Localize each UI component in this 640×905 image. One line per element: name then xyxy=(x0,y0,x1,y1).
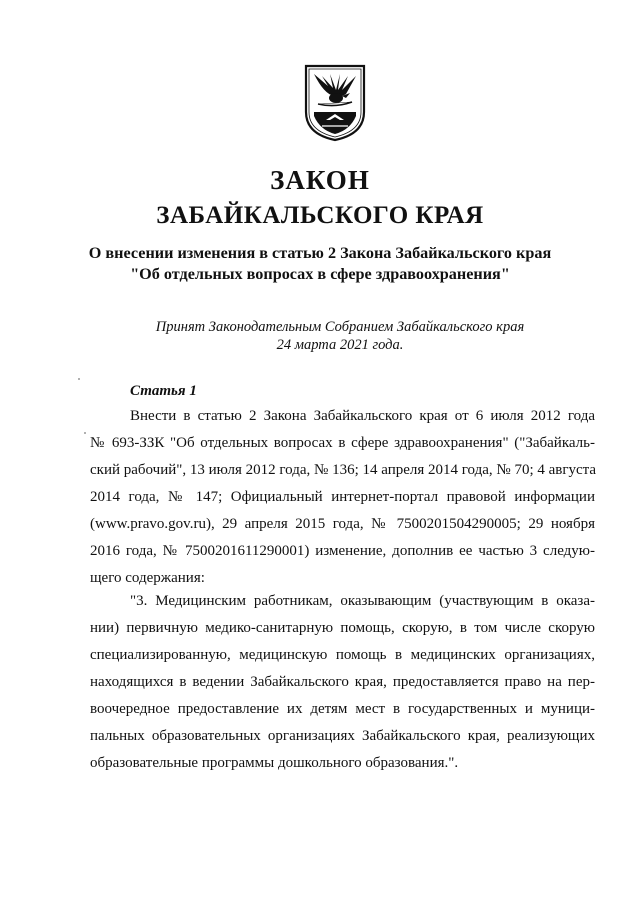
adoption-date: 24 марта 2021 года. xyxy=(276,337,404,353)
paragraph-line: ский рабочий", 13 июля 2012 года, № 136; 14 апреля 2014 года, № 70; 4 августа xyxy=(90,462,597,478)
paragraph-line: № 693-ЗЗК "Об отдельных вопросах в сфере здравоохранения" ("Забайкаль- xyxy=(90,435,595,451)
scan-speck xyxy=(78,378,80,380)
paragraph-line: 2014 года, № 147; Официальный интернет-портал правовой информации xyxy=(90,489,595,505)
adoption-line: Принят Законодательным Собранием Забайкальского края xyxy=(155,319,525,335)
subtitle-line: О внесении изменения в статью 2 Закона Забайкальского края xyxy=(88,244,552,262)
paragraph-line: (www.pravo.gov.ru), 29 апреля 2015 года, № 7500201504290005; 29 ноября xyxy=(90,516,595,532)
paragraph-line: щего содержания: xyxy=(90,570,205,586)
paragraph-line: находящихся в ведении Забайкальского края, предоставляется право на пер- xyxy=(90,674,595,690)
paragraph-line: Внести в статью 2 Закона Забайкальского края от 6 июля 2012 года xyxy=(130,408,595,424)
scan-speck xyxy=(84,432,86,434)
article-heading: Статья 1 xyxy=(130,383,197,399)
paragraph-line: образовательные программы дошкольного образования.". xyxy=(90,755,459,771)
paragraph-line: нии) первичную медико-санитарную помощь, скорую, в том числе скорую xyxy=(90,620,595,636)
coat-of-arms-icon xyxy=(300,60,370,142)
subtitle-line: "Об отдельных вопросах в сфере здравоохранения" xyxy=(130,265,510,283)
adoption-note xyxy=(0,318,640,354)
article-paragraph-2 xyxy=(90,588,595,777)
law-subtitle xyxy=(0,243,640,285)
paragraph-line: 2016 года, № 7500201611290001) изменение, дополнив ее частью 3 следую- xyxy=(90,543,595,559)
law-title: ЗАКОН xyxy=(270,165,370,195)
article-paragraph-1 xyxy=(90,403,595,592)
paragraph-line: специализированную, медицинскую помощь в медицинских организациях, xyxy=(90,647,595,663)
paragraph-line: пальных образовательных организациях Забайкальского края, реализующих xyxy=(90,728,595,744)
law-region-title: ЗАБАЙКАЛЬСКОГО КРАЯ xyxy=(156,202,484,229)
paragraph-line: воочередное предоставление их детям мест в государственных и муници- xyxy=(90,701,595,717)
paragraph-line: "3. Медицинским работникам, оказывающим (участвующим в оказа- xyxy=(130,593,595,609)
